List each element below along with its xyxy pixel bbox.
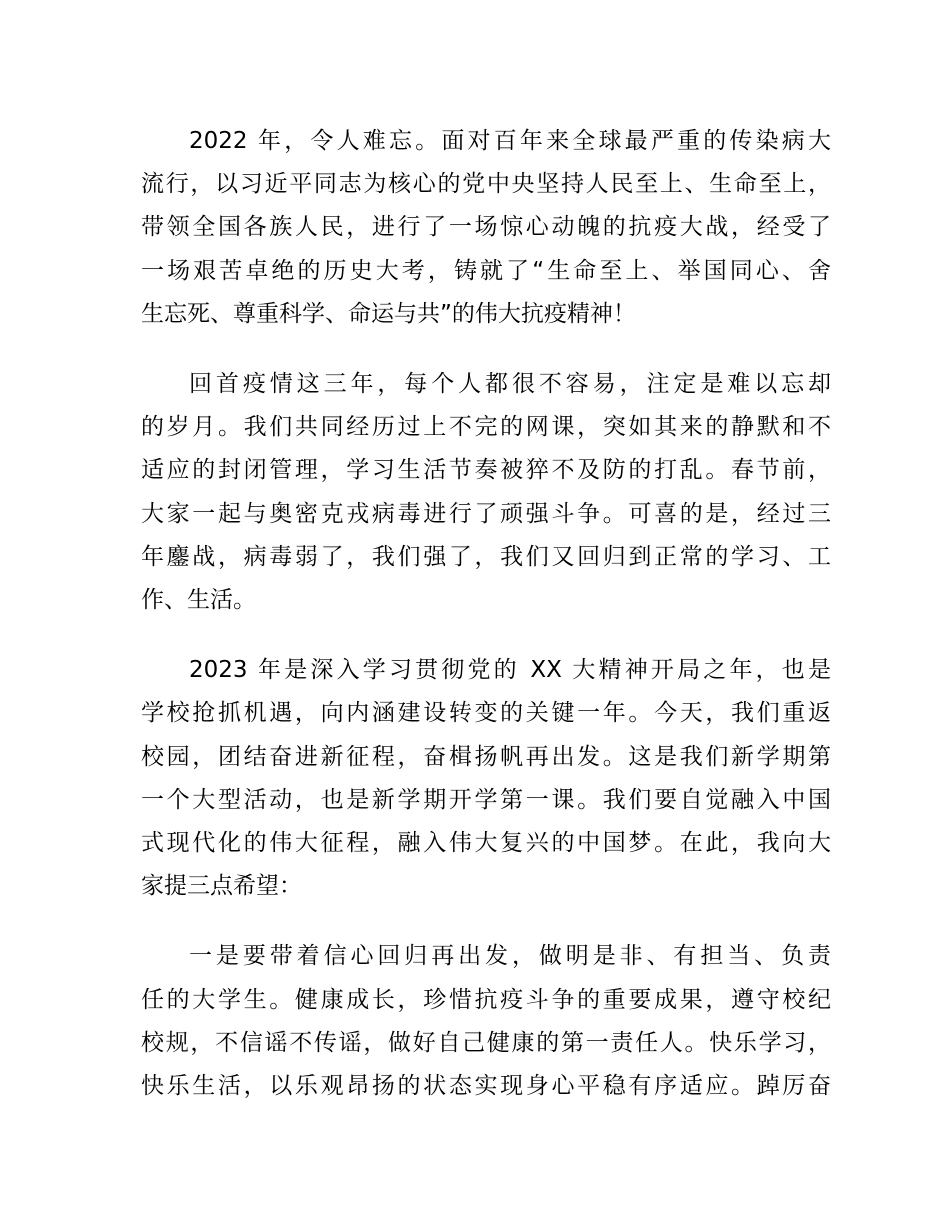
- text-line: 校园，团结奋进新征程，奋楫扬帆再出发。这是我们新学期第: [141, 743, 831, 770]
- text-line: 作、生活。: [141, 587, 256, 614]
- text-line: 2022 年，令人难忘。面对百年来全球最严重的传染病大: [189, 128, 831, 154]
- text-line: 回首疫情这三年，每个人都很不容易，注定是难以忘却: [189, 371, 831, 398]
- text-line: 家提三点希望：: [141, 873, 302, 900]
- text-line: 年鏖战，病毒弱了，我们强了，我们又回归到正常的学习、工: [141, 543, 831, 570]
- text-line: 学校抢抓机遇，向内涵建设转变的关键一年。今天，我们重返: [141, 700, 831, 727]
- paragraph-1: [141, 120, 831, 336]
- text-line: 的岁月。我们共同经历过上不完的网课，突如其来的静默和不: [141, 414, 831, 441]
- text-line: 大家一起与奥密克戎病毒进行了顽强斗争。可喜的是，经过三: [141, 500, 831, 527]
- paragraph-4: [141, 935, 831, 1108]
- text-line: 式现代化的伟大征程，融入伟大复兴的中国梦。在此，我向大: [141, 830, 831, 857]
- text-line: 2023 年是深入学习贯彻党的 XX 大精神开局之年，也是: [189, 657, 831, 684]
- text-line: 适应的封闭管理，学习生活节奏被猝不及防的打乱。春节前，: [141, 457, 831, 484]
- text-line: 一场艰苦卓绝的历史大考，铸就了“生命至上、举国同心、舍: [141, 257, 831, 284]
- text-line: 任的大学生。健康成长，珍惜抗疫斗争的重要成果，遵守校纪: [141, 986, 831, 1013]
- paragraph-2: [141, 363, 831, 622]
- text-line: 快乐生活，以乐观昂扬的状态实现身心平稳有序适应。踔厉奋: [141, 1073, 831, 1100]
- text-line: 一是要带着信心回归再出发，做明是非、有担当、负责: [189, 943, 831, 970]
- text-line: 带领全国各族人民，进行了一场惊心动魄的抗疫大战，经受了: [141, 214, 831, 241]
- paragraph-3: [141, 649, 831, 908]
- text-line: 一个大型活动，也是新学期开学第一课。我们要自觉融入中国: [141, 786, 831, 813]
- text-line: 流行，以习近平同志为核心的党中央坚持人民至上、生命至上，: [141, 171, 831, 198]
- text-line: 生忘死、尊重科学、命运与共”的伟大抗疫精神！: [141, 300, 636, 327]
- text-line: 校规，不信谣不传谣，做好自己健康的第一责任人。快乐学习，: [141, 1029, 831, 1056]
- document-body: [141, 120, 831, 1135]
